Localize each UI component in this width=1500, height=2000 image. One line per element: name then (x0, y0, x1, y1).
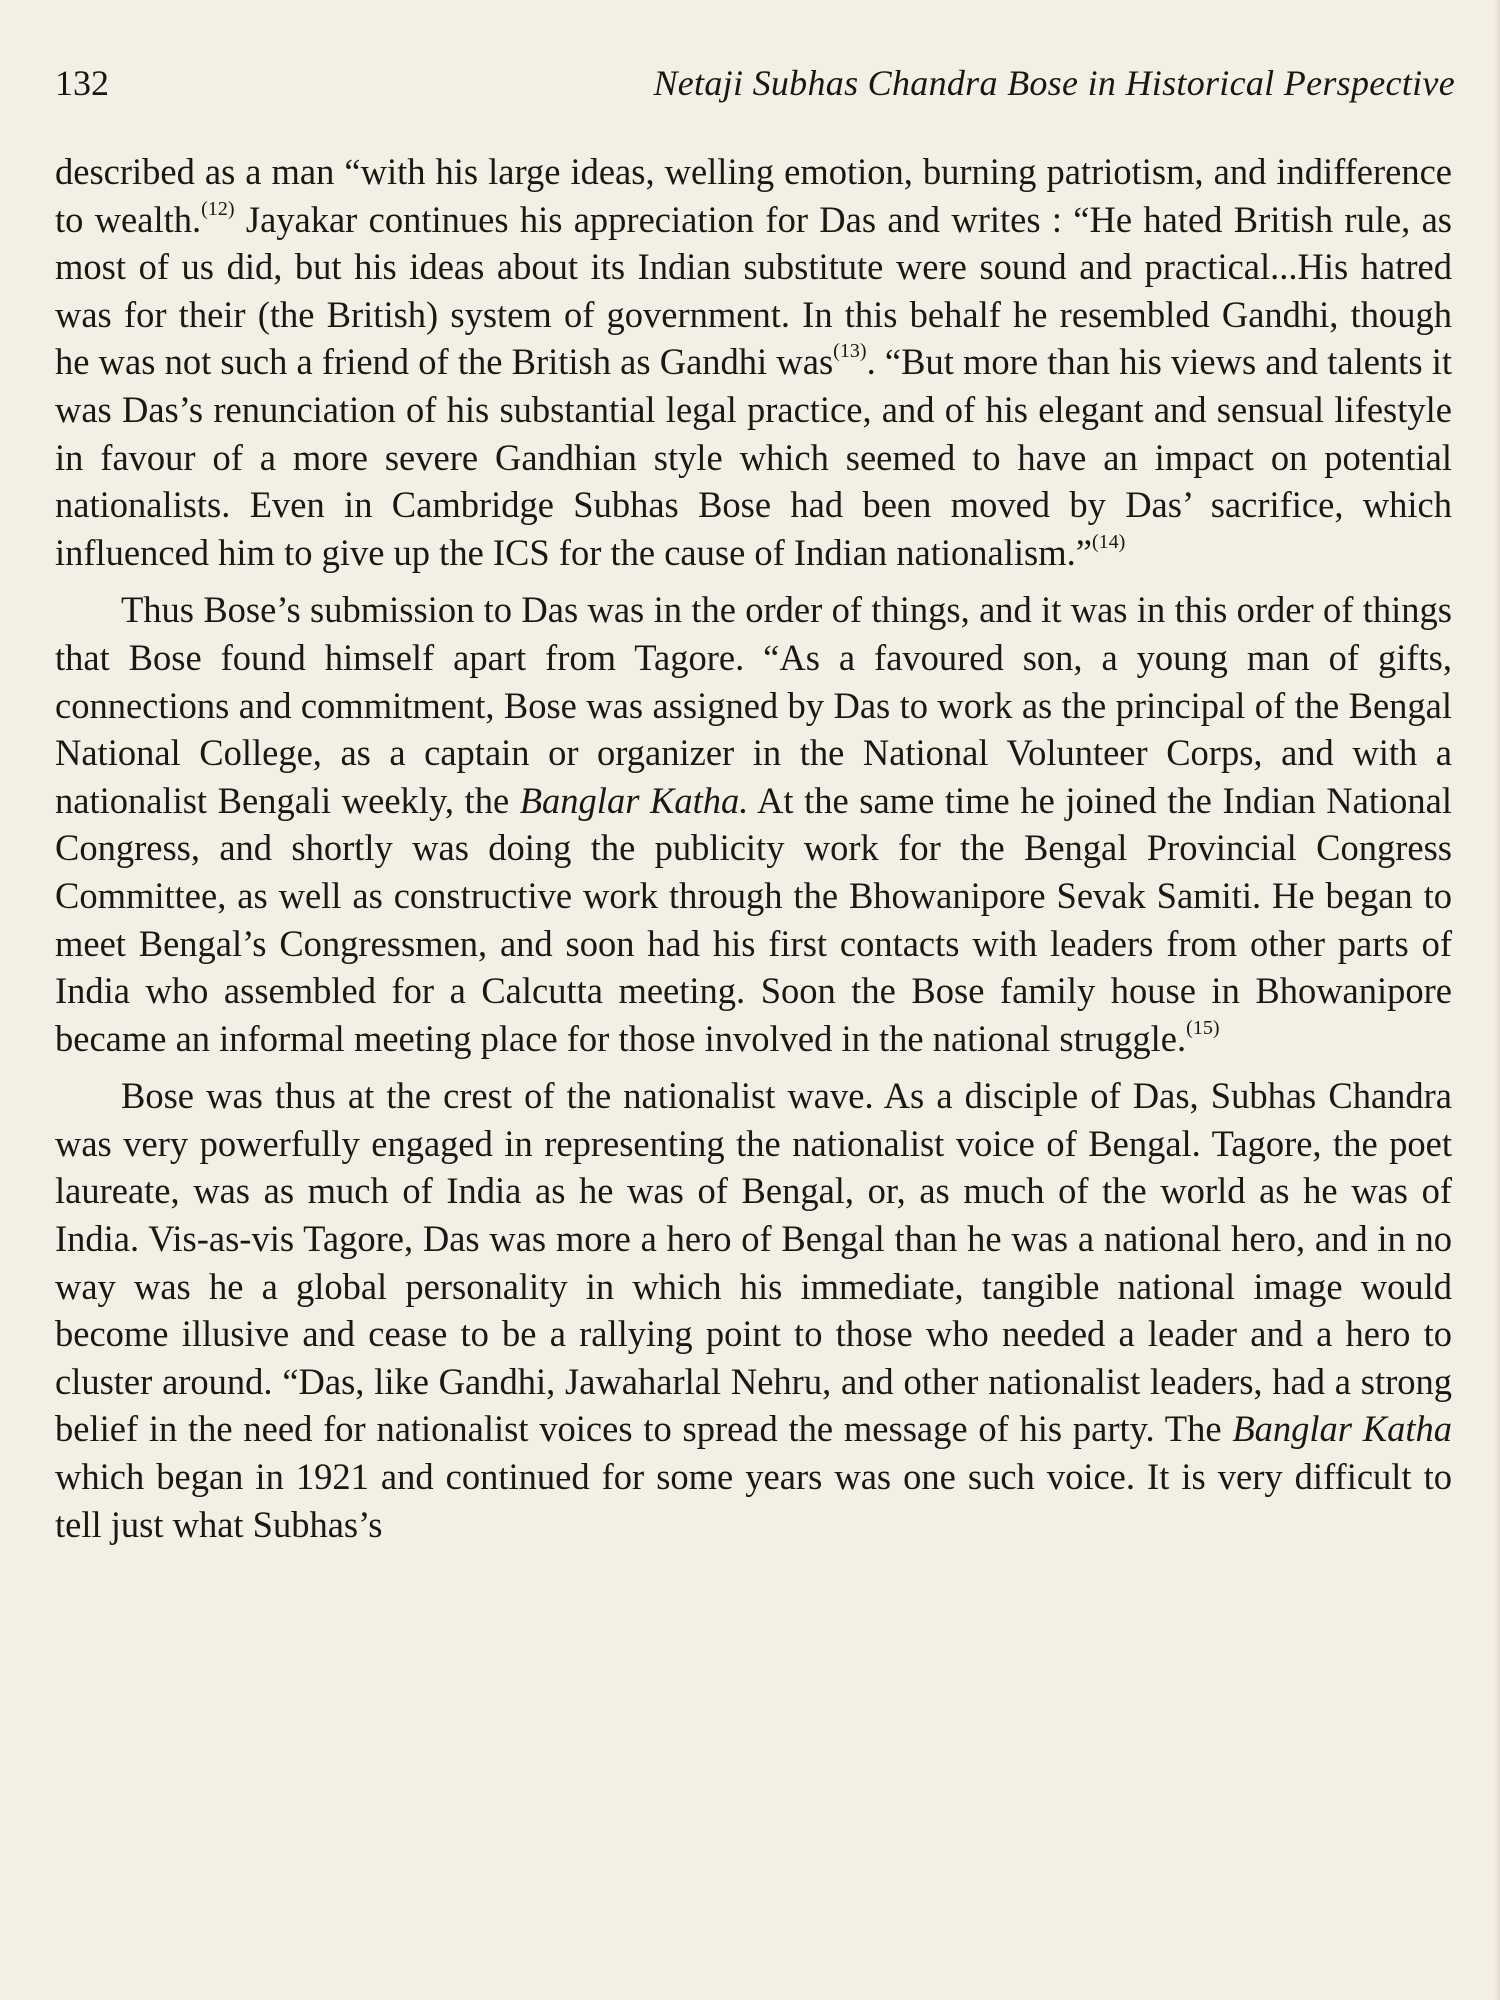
text-run: Jayakar continues his appreciation for Das and writes : “He hated British rule, as most of us did, but his ideas about its Indian substitute were sound and practical...His hatred was for their (the British) system of government. In this behalf he resembled Gandhi, though he was not such a friend of the British as Gandhi was (55, 198, 1452, 383)
text-run: which began in 1921 and continued for some years was one such voice. It is very difficult to tell just what Subhas’s (55, 1456, 1452, 1545)
body-text (55, 148, 1452, 1548)
footnote-ref: (12) (201, 197, 235, 220)
text-run: described as a man “with his large ideas, welling emotion, burning patriotism, and indifference to wealth. (55, 151, 1452, 240)
page-header (55, 62, 1455, 112)
italic-title: Banglar Katha (1232, 1408, 1452, 1450)
footnote-ref: (15) (1186, 1016, 1220, 1039)
text-run: Bose was thus at the crest of the nationalist wave. As a disciple of Das, Subhas Chandra was very powerfully engaged in representing the nationalist voice of Bengal. Tagore, the poet laureate, was as much of India as he was of Bengal, or, as much of the world as he was of India. Vis-as-vis Tagore, Das was more a hero of Bengal than he was a national hero, and in no way was he a global personality in which his immediate, tangible national image would become illusive and cease to be a rallying point to those who needed a leader and a hero to cluster around. “Das, like Gandhi, Jawaharlal Nehru, and other nationalist leaders, had a strong belief in the need for nationalist voices to spread the message of his party. The (55, 1075, 1452, 1450)
paragraph (55, 148, 1452, 576)
footnote-ref: (13) (833, 340, 867, 363)
page-number: 132 (55, 63, 109, 103)
paragraph (55, 1072, 1452, 1548)
paragraph (55, 586, 1452, 1062)
text-run: Thus Bose’s submission to Das was in the order of things, and it was in this order of things that Bose found himself apart from Tagore. “As a favoured son, a young man of gifts, connections and commitment, Bose was assigned by Das to work as the principal of the Bengal National College, as a captain or organizer in the National Volunteer Corps, and with a nationalist Bengali weekly, the (55, 589, 1452, 821)
text-run: At the same time he joined the Indian National Congress, and shortly was doing the publicity work for the Bengal Provincial Congress Committee, as well as constructive work through the Bhowanipore Sevak Samiti. He began to meet Bengal’s Congressmen, and soon had his first contacts with leaders from other parts of India who assembled for a Calcutta meeting. Soon the Bose family house in Bhowanipore became an informal meeting place for those involved in the national struggle. (55, 779, 1452, 1059)
running-title: Netaji Subhas Chandra Bose in Historical Perspective (653, 63, 1455, 103)
italic-title: Banglar Katha. (519, 779, 749, 821)
text-run: . “But more than his views and talents it was Das’s renunciation of his substantial legal practice, and of his elegant and sensual lifestyle in favour of a more severe Gandhian style which seemed to have an impact on potential nationalists. Even in Cambridge Subhas Bose had been moved by Das’ sacrifice, which influenced him to give up the ICS for the cause of Indian nationalism.” (55, 341, 1452, 573)
footnote-ref: (14) (1091, 530, 1126, 553)
page-edge-shadow (1494, 0, 1500, 2000)
